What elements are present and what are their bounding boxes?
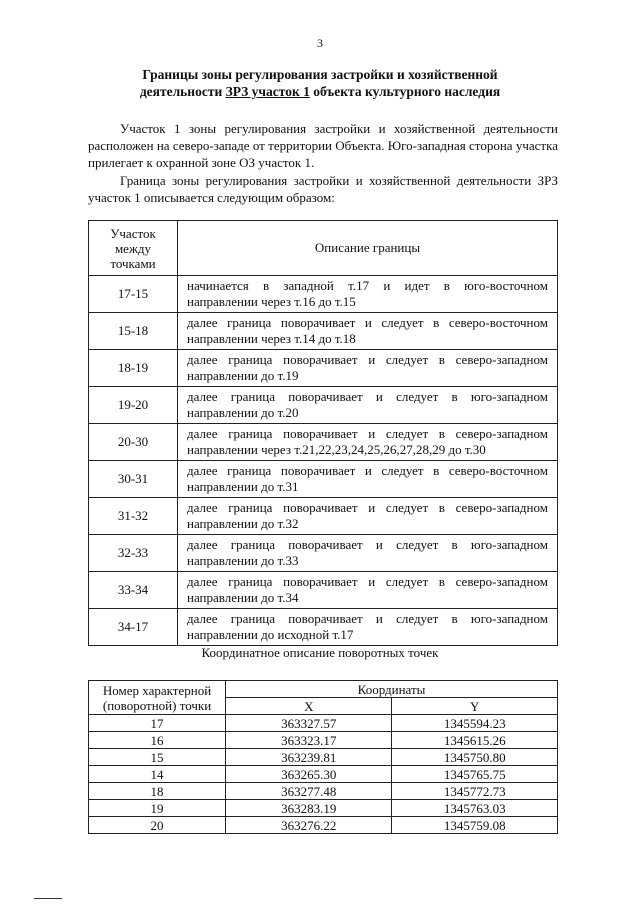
segment-cell: 31-32 — [89, 498, 178, 535]
segment-cell: 33-34 — [89, 572, 178, 609]
description-line-1: далее граница поворачивает и следует в северо-восточном — [187, 463, 548, 478]
header-segment-line: точками — [110, 255, 156, 271]
description-line-1: далее граница поворачивает и следует в северо-западном — [187, 352, 548, 367]
y-cell: 1345750.80 — [392, 749, 558, 766]
intro-paragraph: Участок 1 зоны регулирования застройки и хозяйственной деятельности расположен на северо-западе от территории Объекта. Юго-западная сторона участка прилегает к охранной зоне ОЗ участок 1. — [88, 121, 558, 170]
description-cell — [178, 276, 558, 313]
header-segment-line: Участок — [110, 225, 156, 241]
segment-cell: 17-15 — [89, 276, 178, 313]
description-line-1: далее граница поворачивает и следует в юго-западном — [187, 389, 548, 404]
title-zone-name: ЗРЗ участок 1 — [225, 84, 310, 99]
y-cell: 1345765.75 — [392, 766, 558, 783]
header-y: Y — [392, 698, 558, 715]
segment-cell: 32-33 — [89, 535, 178, 572]
point-number-cell: 18 — [89, 783, 226, 800]
y-cell: 1345763.03 — [392, 800, 558, 817]
header-x: X — [226, 698, 392, 715]
description-line-2: направлении через т.21,22,23,24,25,26,27,28,29 до т.30 — [187, 442, 486, 457]
description-line-2: направлении до т.20 — [187, 405, 299, 420]
description-paragraph: Граница зоны регулирования застройки и хозяйственной деятельности ЗРЗ участок 1 описывается следующим образом: — [88, 173, 558, 205]
title-suffix: объекта культурного наследия — [309, 84, 501, 99]
header-segment — [89, 221, 178, 276]
description-cell — [178, 535, 558, 572]
boundary-row — [89, 387, 558, 424]
description-cell — [178, 609, 558, 646]
boundary-row — [89, 313, 558, 350]
description-line-1: начинается в западной т.17 и идет в юго-восточном — [187, 278, 548, 293]
coords-title: Координатное описание поворотных точек — [201, 645, 439, 660]
coords-table — [88, 680, 558, 834]
segment-cell: 20-30 — [89, 424, 178, 461]
x-cell: 363323.17 — [226, 732, 392, 749]
boundary-row — [89, 424, 558, 461]
page-number: 3 — [317, 36, 323, 50]
coords-row — [89, 749, 558, 766]
point-number-cell: 17 — [89, 715, 226, 732]
point-number-cell: 16 — [89, 732, 226, 749]
coords-row — [89, 732, 558, 749]
description-line-1: далее граница поворачивает и следует в северо-западном — [187, 574, 548, 589]
boundary-row — [89, 276, 558, 313]
boundary-row — [89, 461, 558, 498]
y-cell: 1345594.23 — [392, 715, 558, 732]
description-line-2: направлении до т.31 — [187, 479, 299, 494]
boundary-row — [89, 350, 558, 387]
x-cell: 363239.81 — [226, 749, 392, 766]
title-line-1: Границы зоны регулирования застройки и хозяйственной — [142, 67, 498, 82]
segment-cell: 18-19 — [89, 350, 178, 387]
description-line-1: далее граница поворачивает и следует в северо-западном — [187, 426, 548, 441]
boundary-row — [89, 535, 558, 572]
boundary-table-header — [89, 221, 558, 276]
coords-row — [89, 800, 558, 817]
y-cell: 1345615.26 — [392, 732, 558, 749]
segment-cell: 34-17 — [89, 609, 178, 646]
header-segment-line: между — [114, 240, 152, 256]
x-cell: 363276.22 — [226, 817, 392, 834]
boundary-row — [89, 572, 558, 609]
y-cell: 1345759.08 — [392, 817, 558, 834]
point-number-cell: 19 — [89, 800, 226, 817]
description-line-2: направлении до т.33 — [187, 553, 299, 568]
description-line-1: далее граница поворачивает и следует в юго-западном — [187, 611, 548, 626]
description-line-2: направлении через т.14 до т.18 — [187, 331, 356, 346]
description-line-2: направлении до т.34 — [187, 590, 299, 605]
header-coordinates: Координаты — [226, 681, 558, 698]
title-prefix: деятельности — [139, 84, 226, 99]
description-line-1: далее граница поворачивает и следует в юго-западном — [187, 537, 548, 552]
document-title — [80, 66, 560, 100]
point-number-cell: 15 — [89, 749, 226, 766]
footer-rule — [34, 898, 62, 899]
x-cell: 363277.48 — [226, 783, 392, 800]
segment-cell: 19-20 — [89, 387, 178, 424]
segment-cell: 15-18 — [89, 313, 178, 350]
point-number-cell: 14 — [89, 766, 226, 783]
header-point-line: Номер характерной — [102, 682, 212, 698]
coords-row — [89, 783, 558, 800]
y-cell: 1345772.73 — [392, 783, 558, 800]
point-number-cell: 20 — [89, 817, 226, 834]
header-point-line: (поворотной) точки — [102, 697, 212, 713]
header-point — [89, 681, 226, 715]
title-line-2 — [80, 83, 560, 100]
description-line-2: направлении до т.32 — [187, 516, 299, 531]
description-cell — [178, 498, 558, 535]
description-line-2: направлении через т.16 до т.15 — [187, 294, 356, 309]
description-cell — [178, 461, 558, 498]
coords-row — [89, 715, 558, 732]
coords-row — [89, 817, 558, 834]
description-line-2: направлении до исходной т.17 — [187, 627, 354, 642]
coords-row — [89, 766, 558, 783]
description-line-2: направлении до т.19 — [187, 368, 299, 383]
x-cell: 363283.19 — [226, 800, 392, 817]
description-cell — [178, 572, 558, 609]
boundary-row — [89, 498, 558, 535]
description-line-1: далее граница поворачивает и следует в северо-западном — [187, 500, 548, 515]
x-cell: 363265.30 — [226, 766, 392, 783]
description-cell — [178, 350, 558, 387]
description-cell — [178, 387, 558, 424]
boundary-row — [89, 609, 558, 646]
boundary-table — [88, 220, 558, 646]
description-cell — [178, 424, 558, 461]
header-description: Описание границы — [178, 221, 558, 276]
description-line-1: далее граница поворачивает и следует в северо-восточном — [187, 315, 548, 330]
description-cell — [178, 313, 558, 350]
segment-cell: 30-31 — [89, 461, 178, 498]
x-cell: 363327.57 — [226, 715, 392, 732]
coords-header-row — [89, 681, 558, 698]
